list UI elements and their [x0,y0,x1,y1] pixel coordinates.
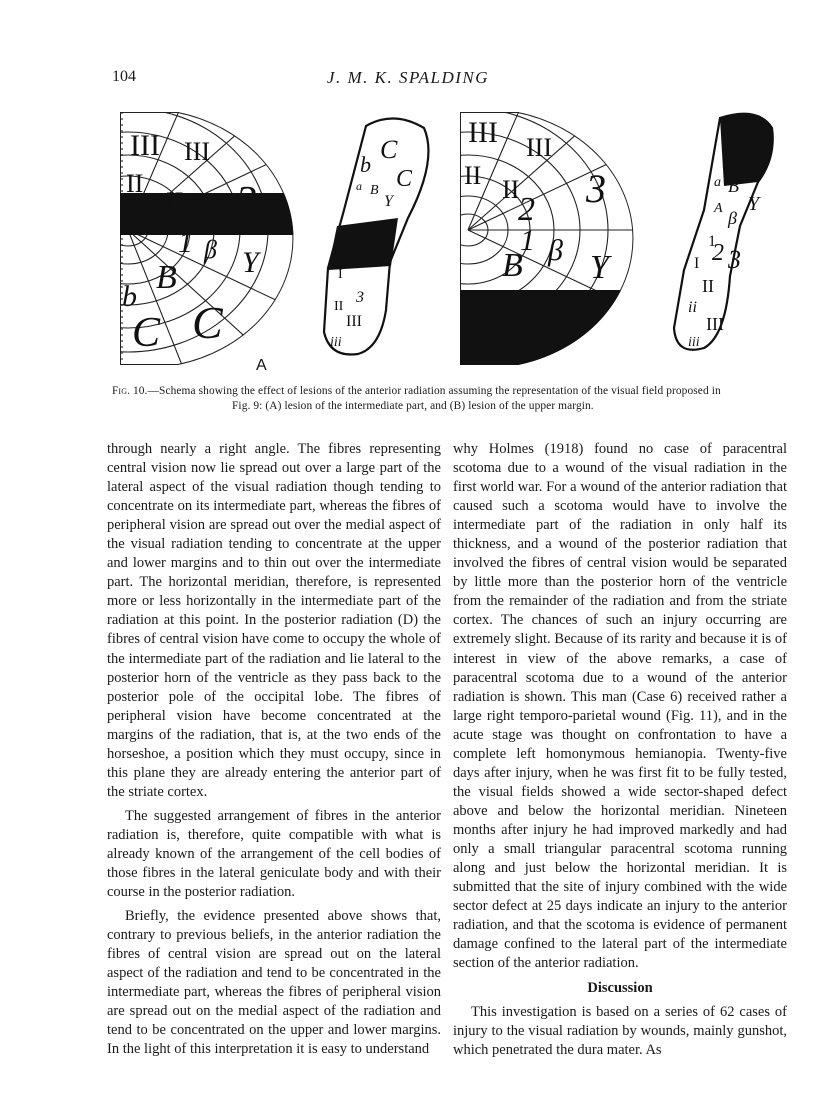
right-column [453,440,787,1061]
svg-text:Y: Y [242,246,259,279]
svg-text:3: 3 [728,245,741,274]
svg-text:III: III [706,314,724,334]
svg-text:2: 2 [518,191,535,228]
svg-text:II: II [126,169,144,198]
caption-line-2: Fig. 9: (A) lesion of the intermediate part, and (B) lesion of the upper margin. [232,400,594,412]
svg-text:B: B [502,247,523,284]
discussion-heading: Discussion [587,980,653,997]
svg-text:B: B [156,259,177,296]
svg-text:b: b [122,280,137,313]
svg-text:iii: iii [330,335,342,350]
svg-text:1: 1 [520,224,535,257]
svg-text:C: C [192,297,223,348]
panel-a-label: A [256,357,267,374]
left-paragraph-2: The suggested arrangement of fibres in the anterior radiation is, therefore, quite compatible with what is already known of the arrangement of the cell bodies of those fibres in the lateral geniculate body and with their course in the posterior radiation. [107,807,441,901]
left-paragraph-3: Briefly, the evidence presented above shows that, contrary to previous beliefs, in the anterior radiation the fibres of central vision are spread out on the lateral aspect of the radiation and tend to be concentrated in the intermediate part, whereas the fibres of peripheral vision are spread out on the medial aspect of the radiation and tend to be concentrated on the upper and lower margins. In the light of this interpretation it is easy to understand [107,908,441,1058]
caption-label: Fig. 10. [112,385,148,397]
svg-text:3: 3 [586,166,606,211]
right-paragraph-2: This investigation is based on a series of 62 cases of injury to the visual radiation by wounds, mainly gunshot, which penetrated the dura mater. As [453,1004,787,1059]
svg-text:B: B [370,183,379,198]
svg-text:C: C [132,310,161,356]
page-number: 104 [112,68,136,85]
svg-text:a: a [356,179,362,193]
left-column [107,440,441,1060]
svg-text:III: III [130,129,160,162]
svg-text:b: b [360,152,371,177]
svg-text:III: III [184,137,210,166]
svg-text:1: 1 [178,226,193,259]
left-paragraph-1: through nearly a right angle. The fibres representing central vision now lie spread out over a large part of the lateral aspect of the visual radiation though tending to concentrate on its intermediate part, whereas the fibres of peripheral vision are spread out over the medial aspect of the visual radiation tending to concentrate at the upper and lower margins and to thin out over the intermediate part. The horizontal meridian, therefore, is represented more or less horizontally in the intermediate part of the radiation at this point. In the posterior radiation (D) the fibres of central vision have come to occupy the whole of the intermediate part of the radiation and lie lateral to the posterior horn of the ventricle as they pass back to the posterior pole of the occipital lobe. The fibres of peripheral vision have become concentrated at the margins of the radiation, that is, at the two ends of the horseshoe, a position which they must occupy, since in this plane they are already entering the anterior part of the striate cortex. [107,441,441,800]
svg-text:β: β [728,208,737,228]
svg-text:II: II [334,299,344,314]
svg-text:Y: Y [590,249,609,286]
svg-text:I: I [338,267,343,282]
svg-text:III: III [346,313,362,330]
figure-10 [108,100,788,375]
svg-text:II: II [502,175,520,204]
svg-text:iii: iii [688,335,700,350]
svg-text:ii: ii [688,299,697,316]
svg-text:II: II [464,161,482,190]
svg-text:3: 3 [236,179,257,225]
svg-text:2: 2 [178,193,195,230]
right-paragraph-1: why Holmes (1918) found no case of paracentral scotoma due to a wound of the visual radiation in the first world war. For a wound of the anterior radiation that caused such a scotoma would have to involve the intermediate part of the radiation in only half its thickness, and a wound of the posterior radiation that involved the fibres of central vision would be separated by little more than the posterior horn of the ventricle from the remainder of the radiation and from the striate cortex. The chances of such an injury occurring are extremely slight. Because of its rarity and because it is of interest in view of the above remarks, a case of paracentral scotoma due to a wound of the anterior radiation is shown. This man (Case 6) received rather a large right temporo-parietal wound (Fig. 11), and in the acute stage was thought on confrontation to have a complete left homonymous hemianopia. Twenty-five days after injury, when he was first fit to be fully tested, the visual fields showed a wide sector-shaped defect above and below the horizontal meridian. Nineteen months after injury he had improved markedly and had only a small triangular paracentral scotoma running along and just below the horizontal meridian. It is submitted that the site of injury combined with the wide sector defect at 25 days indicate an injury to the anterior radiation, and that the scotoma is evidence of permanent damage confined to the lateral part of the intermediate section of the anterior radiation. [453,441,787,972]
svg-text:A: A [714,201,723,216]
svg-text:C: C [396,166,413,192]
caption-line-1: —Schema showing the effect of lesions of the anterior radiation assuming the representation of the visual field proposed in [147,385,721,397]
svg-text:II: II [166,187,184,216]
svg-text:3: 3 [356,289,364,306]
svg-text:Y: Y [748,193,760,215]
svg-text:β: β [548,234,563,267]
svg-text:III: III [468,116,498,149]
svg-text:b: b [722,148,733,173]
panel-b-radiation [674,114,773,350]
figure-10-schema [108,100,788,375]
svg-text:B: B [728,176,739,196]
panel-a-radiation [324,118,428,354]
panel-b-label: B [602,347,613,364]
svg-text:1: 1 [708,233,716,250]
svg-text:III: III [526,133,552,162]
panel-a-field-labels [122,129,267,374]
svg-text:a: a [714,175,721,190]
svg-text:β: β [204,235,217,264]
svg-text:II: II [702,276,714,296]
running-head: J. M. K. SPALDING [326,68,490,87]
svg-text:I: I [694,255,700,272]
svg-text:C: C [380,135,398,164]
svg-text:Y: Y [384,193,393,210]
figure-caption [112,384,782,414]
svg-text:2: 2 [712,240,724,266]
